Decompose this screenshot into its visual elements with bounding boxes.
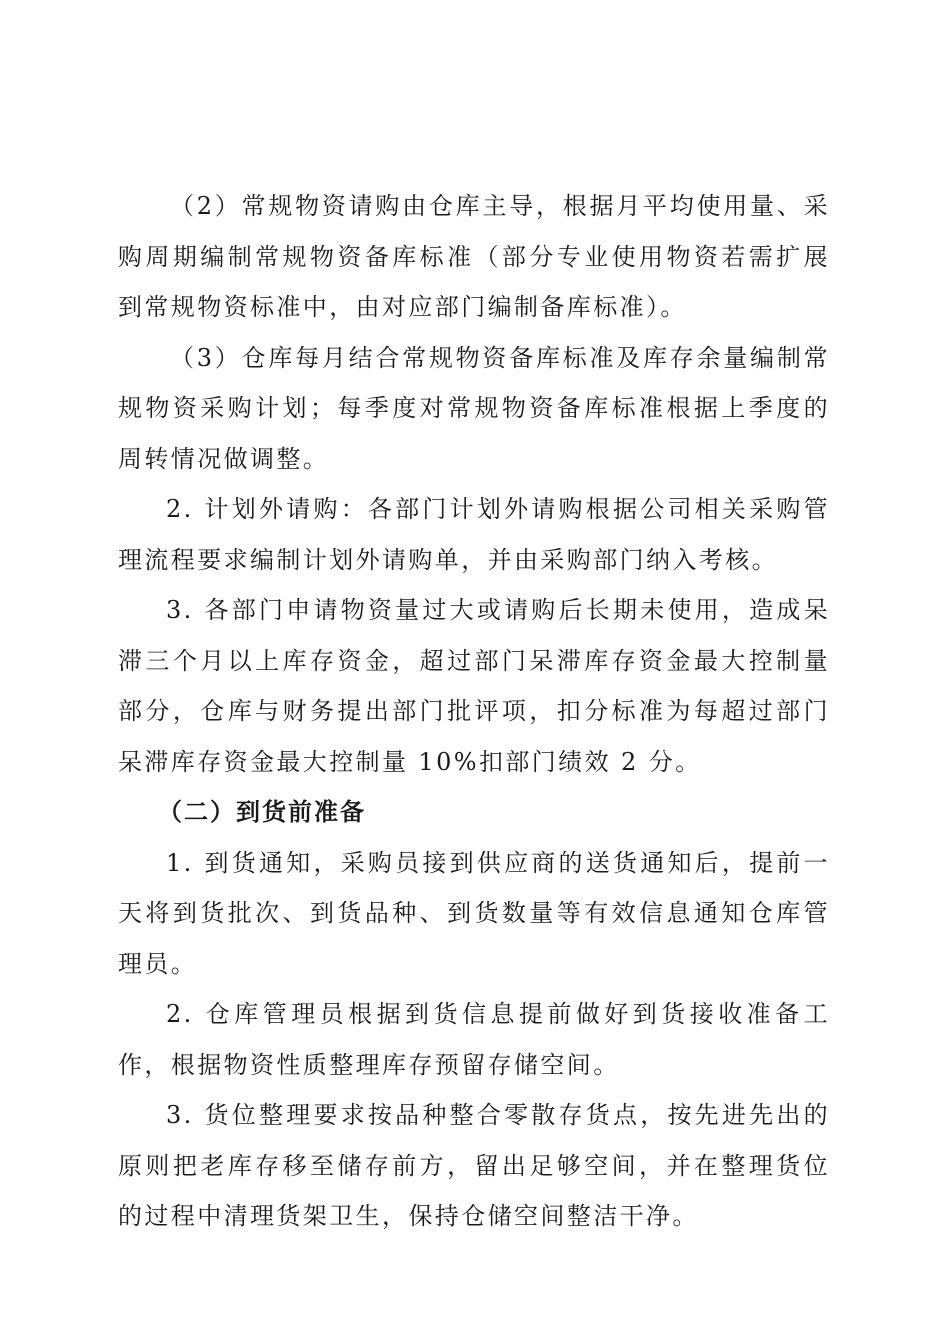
paragraph-unplanned-requisition: 2. 计划外请购：各部门计划外请购根据公司相关采购管理流程要求编制计划外请购单，并由采购部门纳入考核。 [118, 495, 830, 574]
paragraph-monthly-plan: （3）仓库每月结合常规物资备库标准及库存余量编制常规物资采购计划；每季度对常规物资备库标准根据上季度的周转情况做调整。 [118, 343, 830, 473]
paragraph-receiving-preparation: 2. 仓库管理员根据到货信息提前做好到货接收准备工作，根据物资性质整理库存预留存储空间。 [118, 1000, 830, 1079]
section-heading: （二）到货前准备 [158, 798, 366, 826]
paragraph-routine-requisition: （2）常规物资请购由仓库主导，根据月平均使用量、采购周期编制常规物资备库标准（部分专业使用物资若需扩展到常规物资标准中，由对应部门编制备库标准）。 [118, 192, 830, 321]
document-body [118, 181, 830, 1242]
paragraph-stagnant-inventory: 3. 各部门申请物资量过大或请购后长期未使用，造成呆滞三个月以上库存资金，超过部门呆滞库存资金最大控制量部分，仓库与财务提出部门批评项，扣分标准为每超过部门呆滞库存资金最大控制量 10%扣部门绩效 2 分。 [118, 596, 830, 776]
paragraph-arrival-notice: 1. 到货通知，采购员接到供应商的送货通知后，提前一天将到货批次、到货品种、到货数量等有效信息通知仓库管理员。 [118, 848, 830, 978]
paragraph-location-arrangement: 3. 货位整理要求按品种整合零散存货点，按先进先出的原则把老库存移至储存前方，留出足够空间，并在整理货位的过程中清理货架卫生，保持仓储空间整洁干净。 [118, 1101, 830, 1230]
